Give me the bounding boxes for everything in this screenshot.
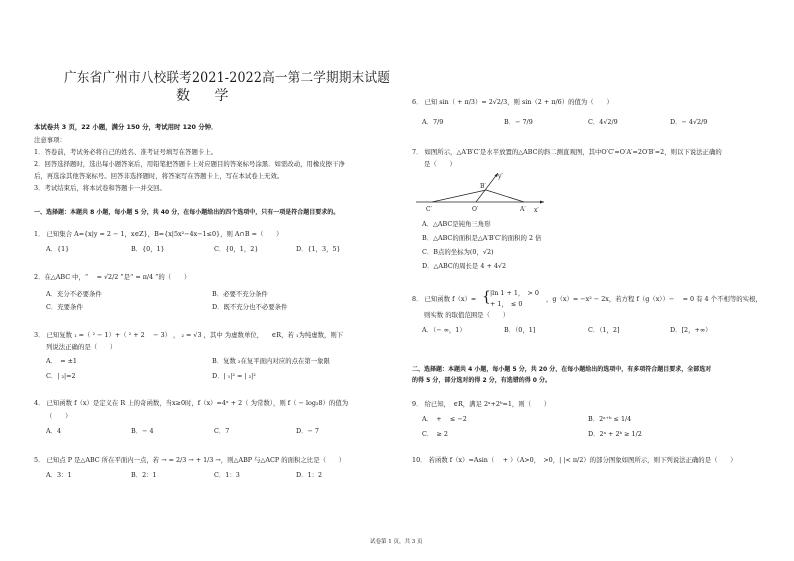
q5-option-b: B．2：1 bbox=[131, 471, 157, 479]
q6-option-b: B．− 7/9 bbox=[504, 118, 533, 126]
note-3: 3．考试结束后，将本试卷和答题卡一并交回。 bbox=[34, 184, 166, 192]
q6-option-a: A．7/9 bbox=[422, 118, 444, 126]
notes-title: 注意事项： bbox=[34, 136, 66, 144]
q5-stem: 5． 已知点 P 是△ABC 所在平面内一点，若 → = 2/3 → + 1/3 →，则△ABP 与△ACP 的面积之比是（ ） bbox=[34, 456, 346, 464]
subject-title: 数 学 bbox=[176, 88, 239, 104]
q8-stem-post: ，g（x）= −x² − 2x，若方程 f（g（x））− = 0 有 4 个不相等的实根， bbox=[546, 295, 762, 303]
q5-option-c: C．1：3 bbox=[214, 471, 240, 479]
q8-stem-cont: 则实数 的取值范围是（ ） bbox=[424, 311, 510, 319]
q1-option-b: B．{0，1} bbox=[131, 245, 165, 253]
exam-intro: 本试卷共 3 页，22 小题，满分 150 分，考试用时 120 分钟． bbox=[34, 123, 218, 131]
q3-stem-cont: 列说法正确的是（ ） bbox=[46, 343, 117, 351]
q1-stem: 1． 已知集合 A={x|y = 2 − 1，x∈Z}，B={x|5x²−4x−1≤0}，则 A∩B =（ ） bbox=[34, 230, 283, 238]
q2-stem: 2．在△ABC 中，“ = √2/2 ”是“ = π/4 ”的（ ） bbox=[34, 273, 191, 281]
q4-option-c: C．7 bbox=[214, 427, 230, 435]
q3-option-d: D．| ₁|² = | ₂|² bbox=[212, 372, 256, 380]
q8-brace-top: |ln 1 + 1， > 0 bbox=[490, 289, 539, 297]
section-1-heading: 一、选择题：本题共 8 小题，每小题 5 分，共 40 分，在每小题给出的四个选项中，只有一项是符合题目要求的。 bbox=[34, 209, 340, 216]
q7-option-d: D．△ABC的周长是 4 + 4√2 bbox=[422, 262, 507, 270]
q4-option-b: B．− 4 bbox=[131, 427, 154, 435]
q5-option-d: D．1：2 bbox=[296, 471, 323, 479]
label-a: A′ bbox=[520, 206, 526, 213]
q5-option-a: A．3：1 bbox=[46, 471, 72, 479]
section-2-heading: 二、选择题：本题共 4 小题，每小题 5 分，共 20 分，在每小题给出的选项中，有多项符合题目要求，全部选对 bbox=[412, 366, 712, 373]
q8-option-b: B．（0，1] bbox=[504, 326, 536, 334]
q7-stem: 7． 如图所示，△A′B′C′是水平放置的△ABC的斜二测直观图，其中O′C′=O′A′=2O′B′=2，则以下说法正确的 bbox=[412, 148, 722, 156]
q8-stem-pre: 8． 已知函数 f（x）= bbox=[412, 295, 477, 303]
q4-option-d: D．− 7 bbox=[296, 427, 319, 435]
q8-brace: { bbox=[482, 289, 491, 305]
q9-option-b: B．2ᵃ⁺ᵇ ≤ 1/4 bbox=[588, 415, 632, 423]
q9-option-c: C． ≥ 2 bbox=[422, 430, 448, 438]
q7-option-c: C．B点的坐标为(0，√2) bbox=[422, 248, 494, 256]
section-2-heading-cont: 的得 5 分，部分选对的得 2 分，有选错的得 0 分。 bbox=[412, 377, 552, 384]
segment-cb bbox=[432, 190, 486, 202]
q6-option-c: C．4√2/9 bbox=[588, 118, 618, 126]
q7-option-b: B．△ABC的面积是△A′B′C′的面积的 2 倍 bbox=[422, 234, 542, 242]
q8-brace-bottom: + 1， ≤ 0 bbox=[490, 300, 523, 308]
q2-option-b: B．必要不充分条件 bbox=[212, 290, 268, 298]
q9-option-d: D．2ᵃ + 2ᵇ ≥ 1/2 bbox=[588, 430, 642, 438]
note-1: 1．答卷前，考试务必将自己的姓名、准考证号填写在答题卡上。 bbox=[34, 148, 218, 156]
q4-stem-cont: （ ） bbox=[46, 412, 72, 420]
note-2-cont: 后，再选涂其他答案标号。回答非选择题时，将答案写在答题卡上，写在本试卷上无效。 bbox=[34, 172, 284, 180]
q3-stem: 3． 已知复数 ₁ =（ ² − 1）+（ ² + 2 − 3） ， ₂ = √3 ，其中 为虚数单位， ∈R，若 ₁为纯虚数，则下 bbox=[34, 331, 344, 339]
q1-option-d: D．{1，3，5} bbox=[296, 245, 341, 253]
q1-option-a: A．{1} bbox=[46, 245, 70, 253]
label-b: B′ bbox=[480, 183, 486, 190]
q6-stem: 6． 已知 sin（ + π/3）= 2√2/3，则 sin（2 + π/6）的值为（ ） bbox=[412, 98, 613, 106]
q3-option-a: A． = ±1 bbox=[46, 357, 78, 365]
q9-option-a: A． + ≤ −2 bbox=[422, 415, 467, 423]
q3-option-c: C．| ₂|=2 bbox=[46, 372, 76, 380]
page-footer: 试卷第 1 页，共 3 页 bbox=[370, 539, 423, 545]
label-x: x′ bbox=[534, 207, 539, 214]
q7-option-a: A．△ABC是钝角三角形 bbox=[422, 220, 491, 228]
label-c: C′ bbox=[426, 206, 432, 213]
x-axis-arrow bbox=[540, 201, 544, 204]
q3-option-b: B．复数 ₂在复平面内对应的点在第一象限 bbox=[212, 357, 330, 365]
q2-option-d: D．既不充分也不必要条件 bbox=[212, 303, 288, 311]
q9-stem: 9． 给已知， ∈R，满足 2ᵃ+2ᵇ=1，则（ ） bbox=[412, 400, 551, 408]
q10-stem: 10． 若函数 f（x）=Asin（ + ）（A>0， >0，| |< π/2）的部分图象如图所示，则下列说法正确的是（ ） bbox=[412, 456, 737, 464]
q4-option-a: A．4 bbox=[46, 427, 62, 435]
q7-stem-cont: 是（ ） bbox=[424, 160, 456, 168]
q6-option-d: D．− 4√2/9 bbox=[670, 118, 708, 126]
q2-option-a: A．充分不必要条件 bbox=[46, 290, 102, 298]
label-o: O′ bbox=[472, 206, 479, 213]
q7-oblique-figure bbox=[416, 170, 546, 216]
q1-option-c: C．{0，1，2} bbox=[214, 245, 259, 253]
q4-stem: 4． 已知函数 f（x）是定义在 R 上的奇函数，当x≥0时，f（x）=4ˣ + 2（ 为常数），则 f（ − log₂8）的值为 bbox=[34, 399, 349, 407]
label-y: y′ bbox=[498, 173, 503, 180]
q2-option-c: C．充要条件 bbox=[46, 303, 83, 311]
q8-option-c: C．（1，2] bbox=[588, 326, 620, 334]
segment-ba bbox=[486, 190, 524, 202]
exam-title: 广东省广州市八校联考2021-2022高一第二学期期末试题 bbox=[64, 70, 391, 86]
note-2: 2．回答选择题时，选出每小题答案后，用铅笔把答题卡上对应题目的答案标号涂黑．如需改动，用橡皮擦干净 bbox=[34, 160, 345, 168]
q8-option-d: D．[2，+∞） bbox=[670, 326, 712, 334]
q8-option-a: A．（− ∞，1） bbox=[422, 326, 466, 334]
